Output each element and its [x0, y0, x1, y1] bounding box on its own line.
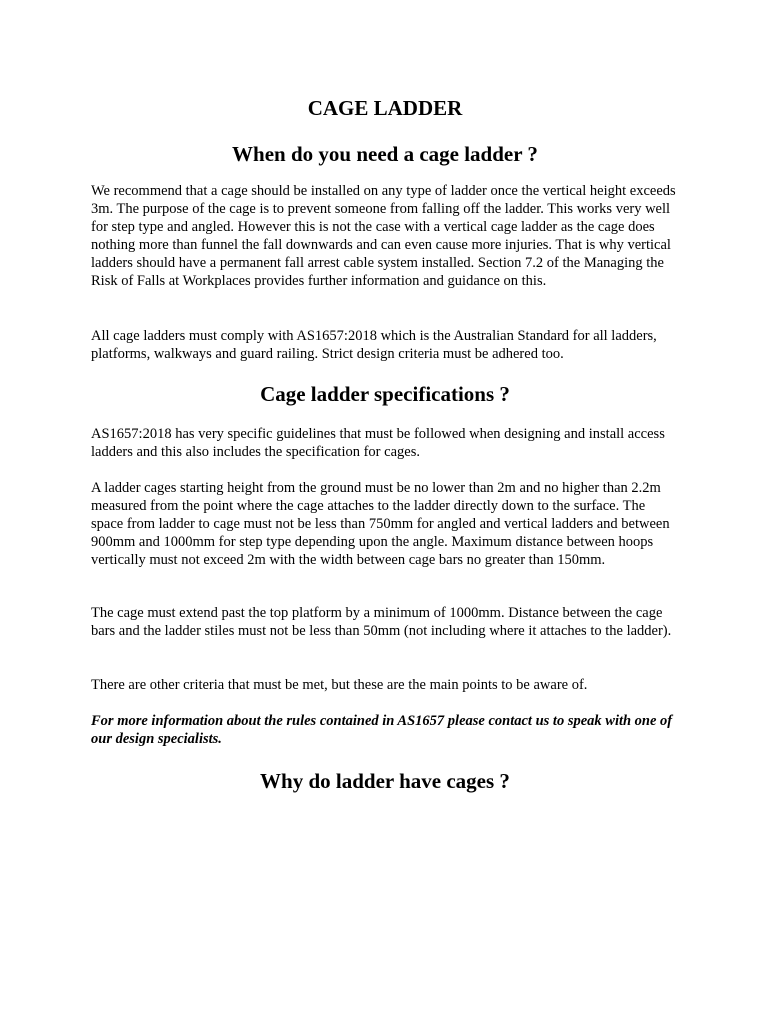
- paragraph-other-criteria: There are other criteria that must be met, but these are the main points to be aware of.: [91, 677, 588, 693]
- paragraph-cage-dimensions: A ladder cages starting height from the ground must be no lower than 2m and no higher than 2.2m measured from the point where the cage attaches to the ladder directly down to the surface. The space from ladder to cage must not be less than 750mm for angled and vertical ladders and between 900mm and 1000mm for step type depending upon the angle. Maximum distance between hoops vertically must not exceed 2m with the width between cage bars no greater than 150mm.: [91, 480, 670, 568]
- paragraph-cage-extension: The cage must extend past the top platform by a minimum of 1000mm. Distance between the cage bars and the ladder stiles must not be less than 50mm (not including where it attaches to the ladder).: [91, 605, 672, 639]
- paragraph-guidelines: AS1657:2018 has very specific guidelines that must be followed when designing and install access ladders and this also includes the specification for cages.: [91, 426, 665, 460]
- paragraph-compliance: All cage ladders must comply with AS1657:2018 which is the Australian Standard for all ladders, platforms, walkways and guard railing. Strict design criteria must be adhered too.: [91, 328, 657, 362]
- section-heading-when-needed: When do you need a cage ladder ?: [232, 142, 538, 166]
- contact-callout: For more information about the rules contained in AS1657 please contact us to speak with one of our design specialists.: [91, 713, 673, 747]
- paragraph-cage-recommendation: We recommend that a cage should be installed on any type of ladder once the vertical height exceeds 3m. The purpose of the cage is to prevent someone from falling off the ladder. This works very well for step type and angled. However this is not the case with a vertical cage ladder as the cage does nothing more than funnel the fall downwards and can even cause more injuries. That is why vertical ladders should have a permanent fall arrest cable system installed. Section 7.2 of the Managing the Risk of Falls at Workplaces provides further information and guidance on this.: [91, 183, 676, 289]
- document-title: CAGE LADDER: [307, 96, 463, 120]
- section-heading-specifications: Cage ladder specifications ?: [260, 382, 510, 406]
- section-heading-why-cages: Why do ladder have cages ?: [260, 769, 510, 793]
